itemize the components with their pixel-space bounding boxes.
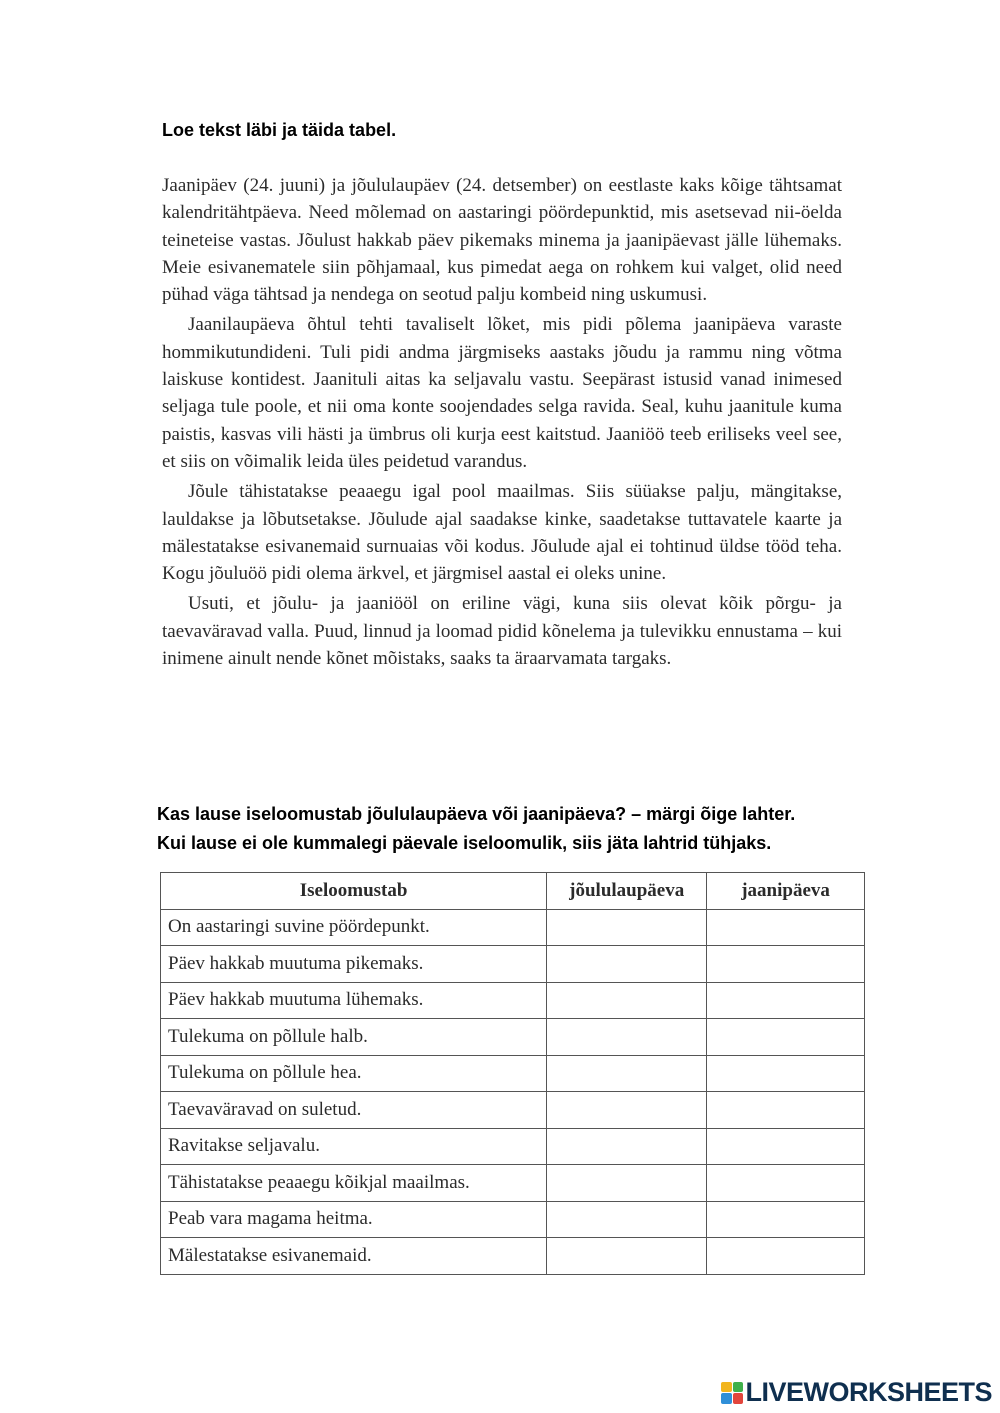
table-row [161,1238,865,1275]
answer-cell-joululaupaev[interactable] [547,1092,707,1129]
row-statement: Peab vara magama heitma. [161,1201,547,1238]
question-line-2: Kui lause ei ole kummalegi päevale iseloomulik, siis jäta lahtrid tühjaks. [157,833,772,853]
logo-square [721,1382,732,1393]
answer-cell-jaanipaev[interactable] [707,1055,865,1092]
logo-square [733,1382,744,1393]
row-statement: Taevaväravad on suletud. [161,1092,547,1129]
row-statement: Päev hakkab muutuma pikemaks. [161,946,547,983]
answer-cell-joululaupaev[interactable] [547,1165,707,1202]
table-row [161,1128,865,1165]
answer-cell-jaanipaev[interactable] [707,1238,865,1275]
answer-cell-jaanipaev[interactable] [707,946,865,983]
liveworksheets-logo-icon [721,1382,743,1404]
answer-table [160,872,865,1275]
reading-paragraph: Jaanilaupäeva õhtul tehti tavaliselt lõket, mis pidi põlema jaanipäeva varaste hommikutundideni. Tuli pidi andma järgmiseks aastaks jõudu ja rammu ning võtma laiskuse kontidest. Jaanituli aitas ka seljavalu vastu. Seepärast istusid vanad inimesed seljaga tule poole, et nii oma konte soojendades selga ravida. Seal, kuhu jaanitule kuma paistis, kasvas vili hästi ja ümbrus oli kurja eest kaitstud. Jaaniöö teeb eriliseks veel see, et siis on võimalik leida üles peidetud varandus. [162,314,842,472]
answer-cell-jaanipaev[interactable] [707,982,865,1019]
answer-cell-jaanipaev[interactable] [707,909,865,946]
table-row [161,982,865,1019]
table-row [161,1165,865,1202]
row-statement: Tulekuma on põllule halb. [161,1019,547,1056]
logo-square [733,1393,744,1404]
table-row [161,1019,865,1056]
answer-cell-joululaupaev[interactable] [547,1238,707,1275]
answer-cell-jaanipaev[interactable] [707,1092,865,1129]
liveworksheets-brand [721,1377,992,1408]
table-row [161,1092,865,1129]
row-statement: On aastaringi suvine pöördepunkt. [161,909,547,946]
answer-cell-joululaupaev[interactable] [547,1201,707,1238]
header-statement: Iseloomustab [161,873,547,910]
answer-cell-joululaupaev[interactable] [547,1055,707,1092]
answer-cell-jaanipaev[interactable] [707,1165,865,1202]
question-instructions [157,800,917,858]
row-statement: Mälestatakse esivanemaid. [161,1238,547,1275]
row-statement: Tulekuma on põllule hea. [161,1055,547,1092]
table-row [161,1201,865,1238]
header-jaanipaev: jaanipäeva [707,873,865,910]
instruction-heading: Loe tekst läbi ja täida tabel. [162,120,397,140]
question-line-1: Kas lause iseloomustab jõululaupäeva või jaanipäeva? – märgi õige lahter. [157,804,796,824]
answer-cell-joululaupaev[interactable] [547,1128,707,1165]
row-statement: Ravitakse seljavalu. [161,1128,547,1165]
answer-cell-joululaupaev[interactable] [547,946,707,983]
answer-cell-jaanipaev[interactable] [707,1201,865,1238]
table-row [161,1055,865,1092]
answer-cell-jaanipaev[interactable] [707,1019,865,1056]
reading-paragraph: Usuti, et jõulu- ja jaaniööl on eriline vägi, kuna siis olevat kõik põrgu- ja taevaväravad valla. Puud, linnud ja loomad pidid kõnelema ja tulevikku ennustama – kui inimene ainult nende kõnet mõistaks, saaks ta äraarvamata targaks. [162,593,842,670]
table-row [161,909,865,946]
answer-cell-jaanipaev[interactable] [707,1128,865,1165]
brand-name: LIVEWORKSHEETS [745,1377,992,1407]
header-joululaupaev: jõululaupäeva [547,873,707,910]
reading-paragraph: Jõule tähistatakse peaaegu igal pool maailmas. Siis süüakse palju, mängitakse, lauldakse ja lõbutsetakse. Jõulude ajal saadakse kinke, saadetakse tuttavatele kaarte ja mälestatakse esivanemaid surnuaias või kodus. Jõulude ajal ei tohtinud üldse tööd teha. Kogu jõuluöö pidi olema ärkvel, et järgmisel aastal ei oleks unine. [162,481,842,585]
answer-cell-joululaupaev[interactable] [547,1019,707,1056]
table-row [161,946,865,983]
table-header-row [161,873,865,910]
row-statement: Päev hakkab muutuma lühemaks. [161,982,547,1019]
logo-square [721,1393,732,1404]
row-statement: Tähistatakse peaaegu kõikjal maailmas. [161,1165,547,1202]
answer-cell-joululaupaev[interactable] [547,982,707,1019]
reading-paragraph: Jaanipäev (24. juuni) ja jõululaupäev (24. detsember) on eestlaste kaks kõige tähtsamat kalendritähtpäeva. Need mõlemad on aastaringi pöördepunktid, mis asetsevad nii-öelda teineteise vastas. Jõulust hakkab päev pikemaks minema ja jaanipäevast jälle lühemaks. Meie esivanematele siin põhjamaal, kus pimedat aega on rohkem kui valget, olid need pühad väga tähtsad ja nendega on seotud palju kombeid ning uskumusi. [162,175,842,306]
answer-cell-joululaupaev[interactable] [547,909,707,946]
reading-text [162,172,842,675]
